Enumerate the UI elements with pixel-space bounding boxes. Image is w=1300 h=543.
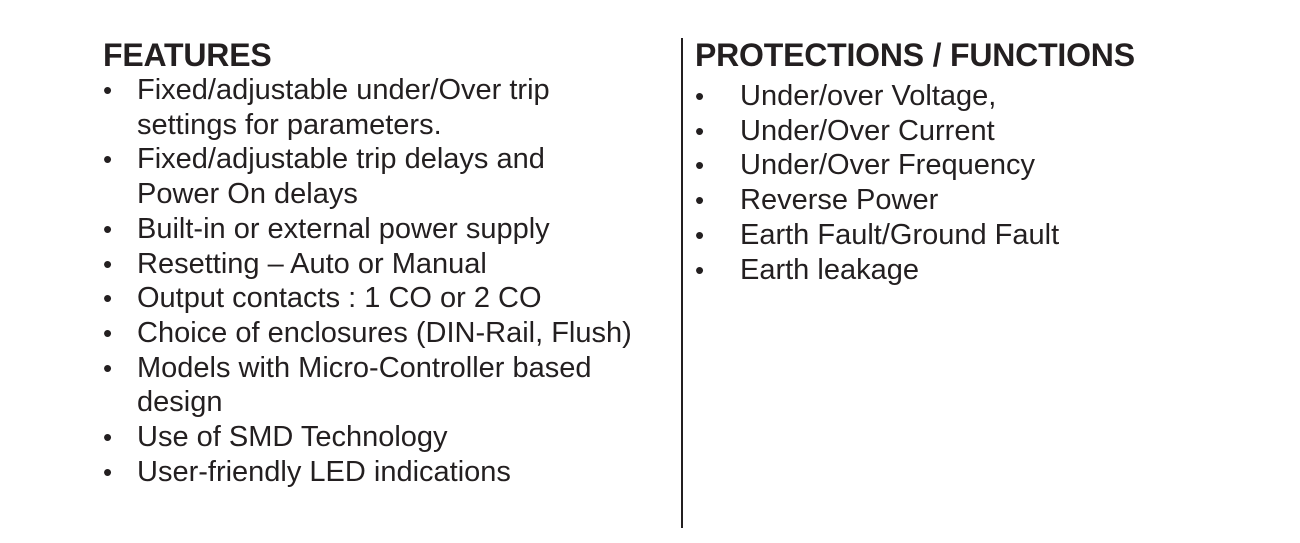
bullet-icon: •: [103, 456, 113, 487]
list-item-text: Under/Over Current: [740, 114, 995, 147]
bullet-icon: •: [695, 219, 705, 250]
list-item: [103, 281, 673, 316]
list-item-text: Earth leakage: [740, 253, 919, 286]
features-heading: FEATURES: [103, 37, 272, 73]
list-item-text: Under/Over Frequency: [740, 149, 1035, 182]
list-item: [103, 247, 673, 282]
list-item-text: Resetting – Auto or Manual: [137, 247, 487, 280]
list-item-text: Models with Micro-Controller based: [137, 351, 592, 384]
list-item: [103, 420, 673, 455]
bullet-icon: •: [695, 81, 705, 111]
list-item: [103, 73, 673, 142]
bullet-icon: •: [103, 248, 113, 279]
list-item-text: Choice of enclosures (DIN-Rail, Flush): [137, 316, 632, 349]
list-item-text: Built-in or external power supply: [137, 212, 550, 245]
protections-heading: PROTECTIONS / FUNCTIONS: [695, 37, 1135, 73]
list-item-text: User-friendly LED indications: [137, 455, 511, 488]
list-item-text: Use of SMD Technology: [137, 421, 448, 454]
list-item: [695, 79, 1275, 114]
list-item-text: Power On delays: [137, 178, 358, 211]
bullet-icon: •: [695, 115, 705, 146]
list-item: [695, 183, 1275, 218]
list-item: [103, 316, 673, 351]
list-item: [695, 253, 1275, 288]
bullet-icon: •: [695, 150, 705, 181]
list-item: [103, 455, 673, 490]
list-item-text: Reverse Power: [740, 184, 939, 217]
bullet-icon: •: [695, 185, 705, 216]
list-item: [103, 212, 673, 247]
bullet-icon: •: [103, 213, 113, 244]
bullet-icon: •: [103, 144, 113, 175]
bullet-icon: •: [695, 254, 705, 285]
features-section: [103, 36, 673, 489]
list-item: [695, 218, 1275, 253]
list-item-text: Fixed/adjustable trip delays and: [137, 143, 545, 176]
column-divider: [681, 38, 683, 528]
list-item-text: Earth Fault/Ground Fault: [740, 218, 1060, 251]
features-list: [103, 73, 673, 489]
protections-list: [695, 79, 1275, 287]
list-item: [103, 351, 673, 420]
list-item-text: Fixed/adjustable under/Over trip: [137, 74, 550, 106]
bullet-icon: •: [103, 283, 113, 314]
bullet-icon: •: [103, 422, 113, 453]
list-item-text: Output contacts : 1 CO or 2 CO: [137, 282, 542, 315]
list-item: [103, 142, 673, 211]
bullet-icon: •: [103, 75, 113, 105]
list-item-text: settings for parameters.: [137, 108, 442, 141]
list-item-text: design: [137, 386, 223, 419]
bullet-icon: •: [103, 352, 113, 383]
list-item: [695, 114, 1275, 149]
list-item-text: Under/over Voltage,: [740, 80, 997, 112]
protections-section: [695, 36, 1275, 287]
list-item: [695, 148, 1275, 183]
bullet-icon: •: [103, 317, 113, 348]
